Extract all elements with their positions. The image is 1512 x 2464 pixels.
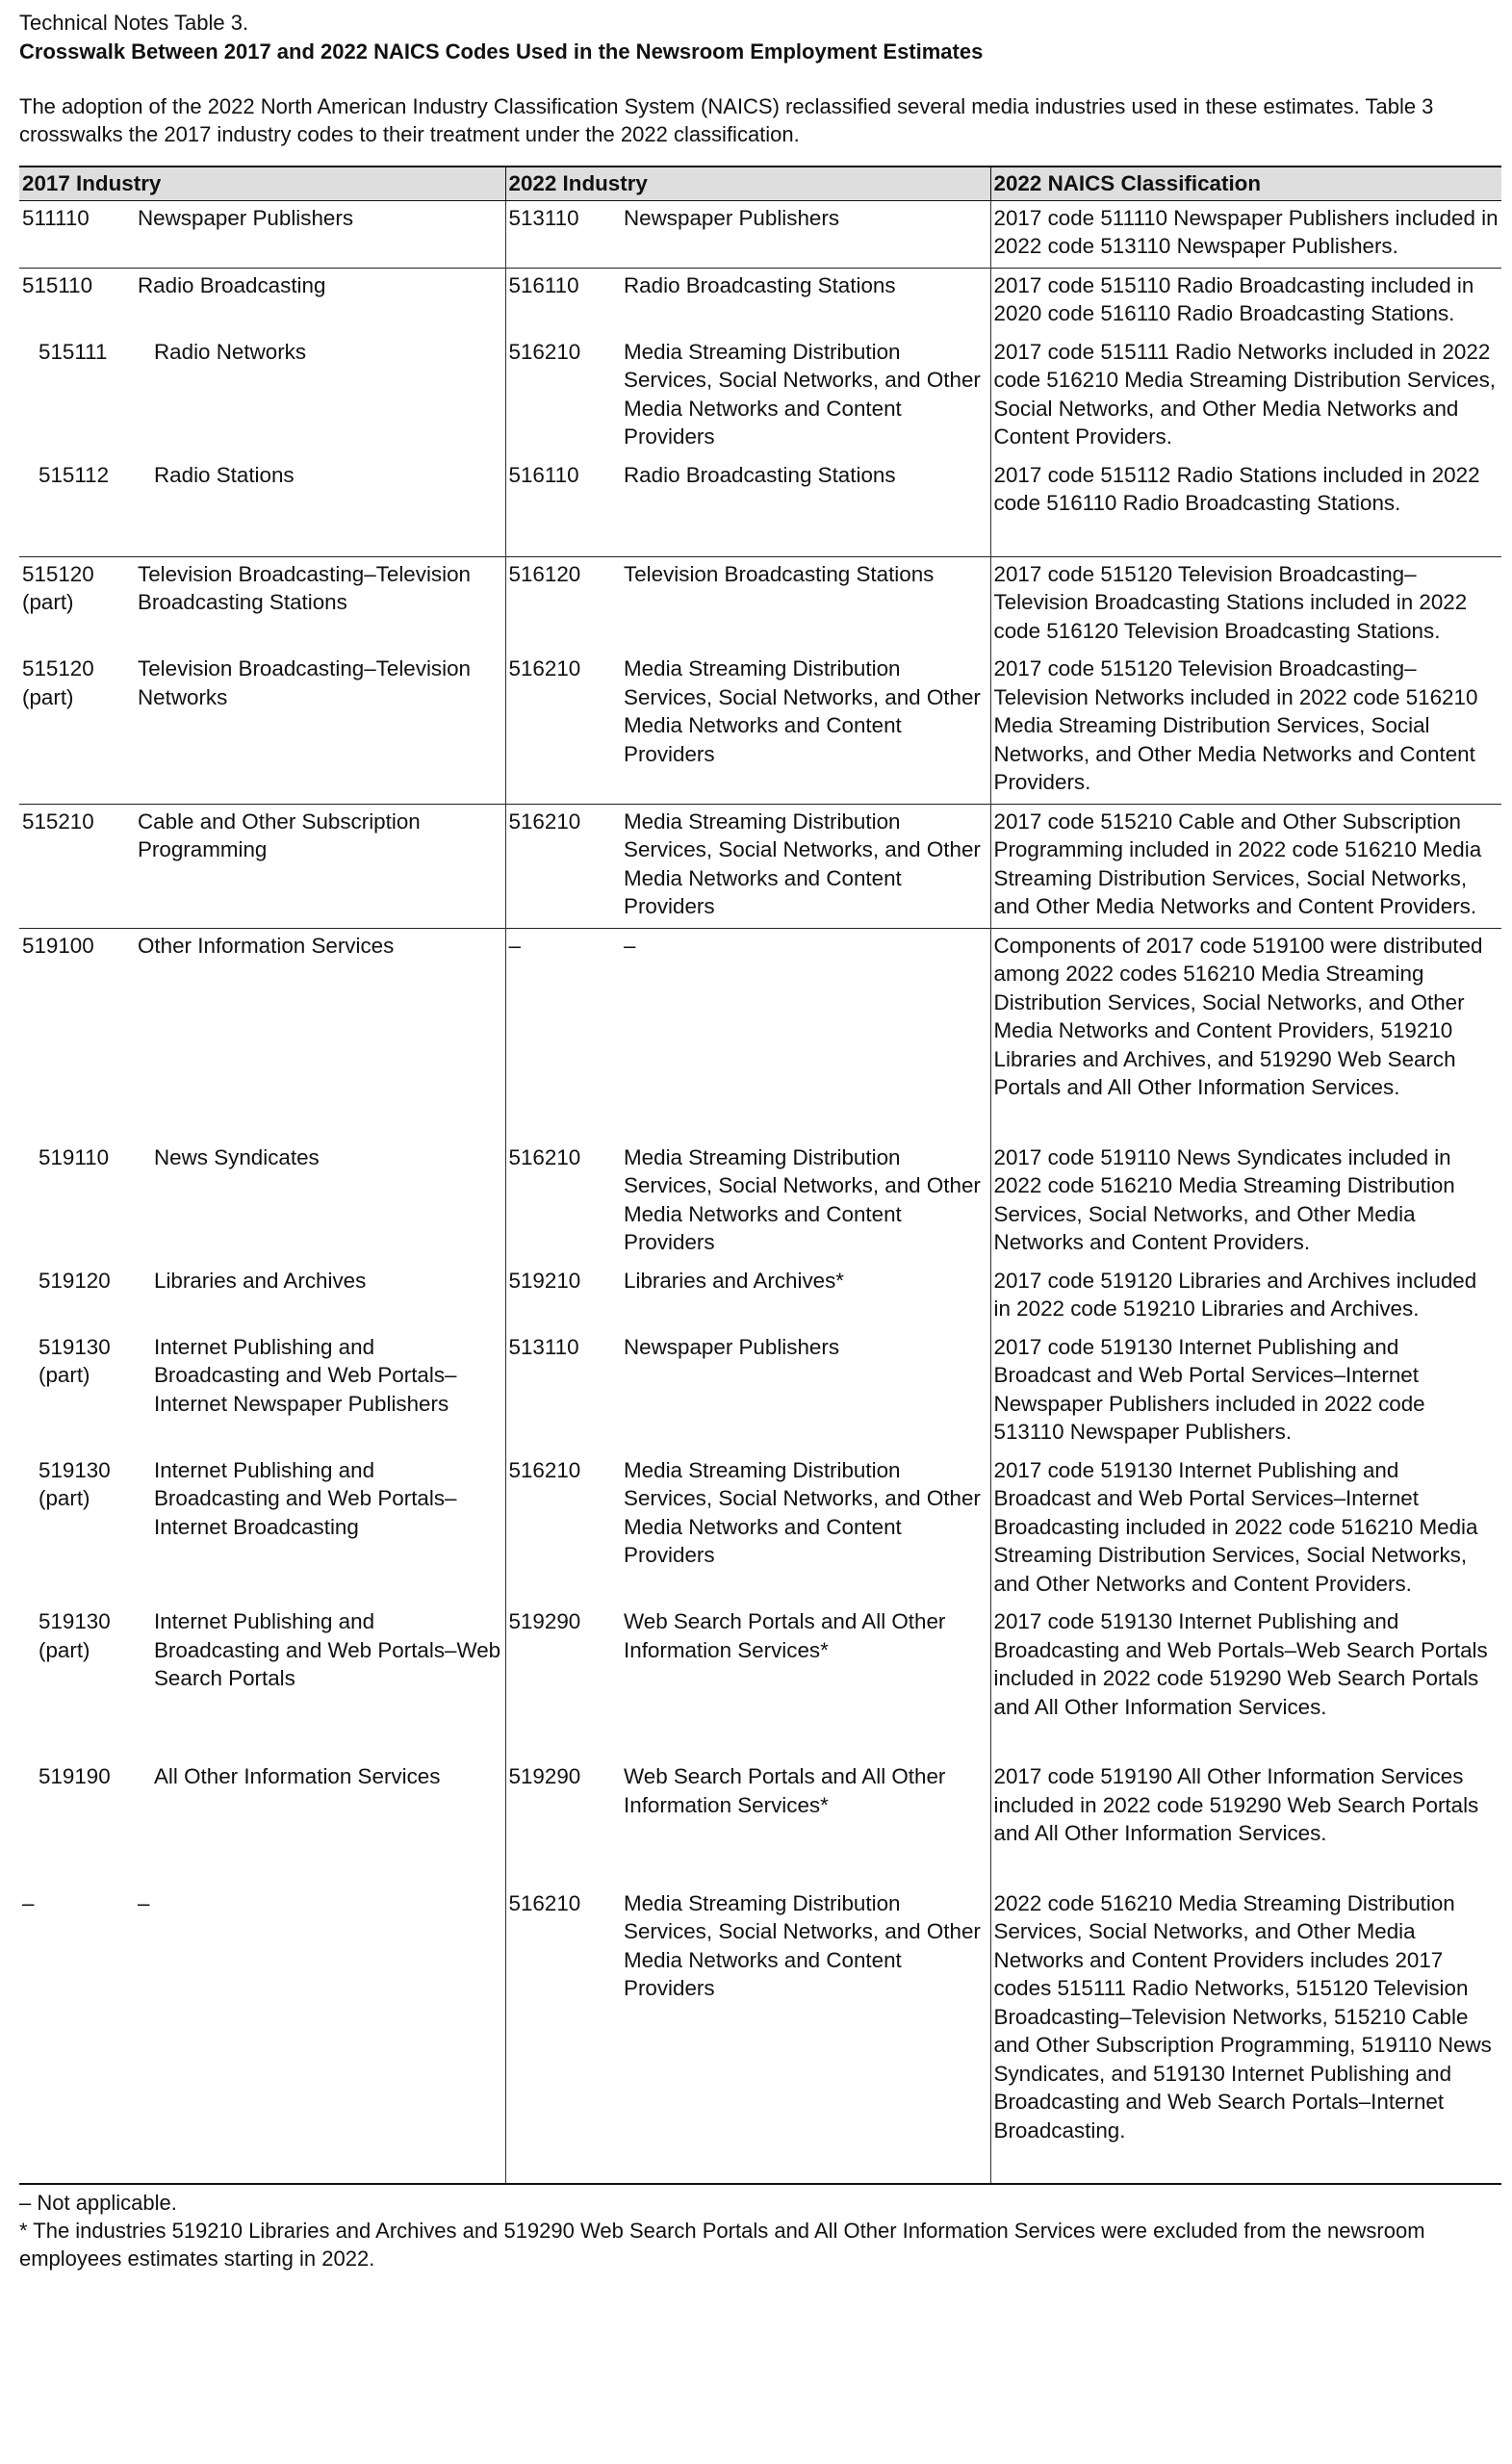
- industry-2022-cell: Media Streaming Distribution Services, Social Networks, and Other Media Networks and Content Providers: [621, 804, 990, 928]
- code-2017-cell: 519130 (part): [38, 1334, 111, 1387]
- industry-2017-cell: Cable and Other Subscription Programming: [135, 804, 505, 928]
- code-2022-cell: 516210: [505, 1886, 621, 2185]
- industry-2017-cell: All Other Information Services: [154, 1764, 441, 1788]
- code-2017-cell: 515112: [38, 462, 110, 487]
- industry-2022-cell: Newspaper Publishers: [624, 1334, 840, 1359]
- industry-2017-cell: News Syndicates: [154, 1144, 320, 1169]
- header-2022-industry: 2022 Industry: [505, 167, 990, 200]
- industry-2022-cell: Media Streaming Distribution Services, Social Networks, and Other Media Networks and Content Providers: [624, 656, 981, 766]
- classification-cell: 2017 code 515110 Radio Broadcasting included in 2020 code 516110 Radio Broadcasting Stations.: [990, 268, 1501, 335]
- intro-paragraph: The adoption of the 2022 North American Industry Classification System (NAICS) reclassified several media industries used in these estimates. Table 3 crosswalks the 2017 industry codes to their treatment under the 2022 classification.: [19, 94, 1434, 146]
- classification-cell: Components of 2017 code 519100 were distributed among 2022 codes 516210 Media Streaming Distribution Services, Social Networks, and Other Media Networks and Content Providers, 519210 Libraries and Archives, and 519290 Web Search Portals and All Other Information Services.: [990, 928, 1501, 1141]
- industry-2022-cell: –: [621, 928, 990, 1141]
- table-row: [19, 652, 1501, 804]
- industry-2017-cell: Libraries and Archives: [154, 1268, 367, 1293]
- industry-2022-cell: Media Streaming Distribution Services, Social Networks, and Other Media Networks and Content Providers: [621, 1886, 990, 2185]
- code-2017-cell: –: [19, 1886, 135, 2185]
- note-excluded-industries: * The industries 519210 Libraries and Archives and 519290 Web Search Portals and All Other Information Services were excluded from the newsroom employees estimates starting in 2022.: [19, 2219, 1425, 2271]
- classification-cell: 2017 code 519130 Internet Publishing and Broadcast and Web Portal Services–Internet Newspaper Publishers included in 2022 code 513110 Newspaper Publishers.: [990, 1330, 1501, 1453]
- industry-2022-cell: Radio Broadcasting Stations: [621, 268, 990, 335]
- code-2017-cell: 519120: [38, 1268, 111, 1293]
- code-2017-cell: 515111: [38, 339, 108, 364]
- table-header-row: [19, 167, 1501, 200]
- table-row: [19, 1330, 1501, 1453]
- header-2022-classification: 2022 NAICS Classification: [990, 167, 1501, 200]
- classification-cell: 2017 code 519130 Internet Publishing and Broadcast and Web Portal Services–Internet Broadcasting included in 2022 code 516210 Media Streaming Distribution Services, Social Networks, and Other Networks and Content Providers.: [990, 1453, 1501, 1605]
- table-row: [19, 804, 1501, 928]
- industry-2017-cell: Internet Publishing and Broadcasting and Web Portals–Web Search Portals: [154, 1609, 501, 1690]
- classification-cell: 2017 code 519110 News Syndicates included in 2022 code 516210 Media Streaming Distribution Services, Social Networks, and Other Media Networks and Content Providers.: [990, 1141, 1501, 1264]
- classification-cell: 2022 code 516210 Media Streaming Distribution Services, Social Networks, and Other Media Networks and Content Providers includes 2017 codes 515111 Radio Networks, 515120 Television Broadcasting–Television Networks, 515210 Cable and Other Subscription Programming, 519110 News Syndicates, and 519130 Internet Publishing and Broadcasting and Web Search Portals–Internet Broadcasting.: [990, 1886, 1501, 2185]
- industry-2017-cell: Internet Publishing and Broadcasting and Web Portals–Internet Broadcasting: [154, 1457, 457, 1539]
- classification-cell: 2017 code 515120 Television Broadcasting–Television Networks included in 2022 code 516210 Media Streaming Distribution Services, Social Networks, and Other Media Networks and Content Providers.: [990, 652, 1501, 804]
- code-2022-cell: –: [505, 928, 621, 1141]
- classification-cell: 2017 code 515210 Cable and Other Subscription Programming included in 2022 code 516210 Media Streaming Distribution Services, Social Networks, and Other Media Networks and Content Providers.: [990, 804, 1501, 928]
- code-2022-cell: 516120: [505, 556, 621, 652]
- industry-2017-cell: Radio Broadcasting: [135, 268, 505, 335]
- code-2022-cell: 516110: [505, 268, 621, 335]
- code-2017-cell: 519130 (part): [38, 1457, 111, 1510]
- code-2022-cell: 519210: [505, 1264, 621, 1330]
- classification-cell: 2017 code 515111 Radio Networks included in 2022 code 516210 Media Streaming Distribution Services, Social Networks, and Other Media Networks and Content Providers.: [990, 335, 1501, 458]
- code-2017-cell: 515110: [19, 268, 135, 335]
- industry-2017-cell: Radio Networks: [154, 339, 307, 364]
- table-notes: [19, 2189, 1501, 2272]
- industry-2017-cell: Television Broadcasting–Television Networks: [138, 656, 472, 709]
- code-2022-cell: 513110: [505, 200, 621, 268]
- industry-2017-cell: Television Broadcasting–Television Broadcasting Stations: [135, 556, 505, 652]
- table-row: [19, 1604, 1501, 1759]
- table-caption: Technical Notes Table 3.: [19, 11, 249, 35]
- industry-2022-cell: Libraries and Archives*: [624, 1268, 845, 1293]
- code-2017-cell: 519130 (part): [38, 1609, 111, 1662]
- code-2017-cell: 511110: [19, 200, 135, 268]
- industry-2017-cell: Radio Stations: [154, 462, 295, 487]
- note-not-applicable: – Not applicable.: [19, 2191, 177, 2215]
- code-2022-cell: 516210: [505, 1141, 621, 1264]
- industry-2022-cell: Media Streaming Distribution Services, Social Networks, and Other Media Networks and Content Providers: [624, 1457, 981, 1567]
- code-2022-cell: 519290: [505, 1604, 621, 1759]
- code-2022-cell: 516210: [505, 652, 621, 804]
- industry-2017-cell: –: [135, 1886, 505, 2185]
- code-2022-cell: 516210: [505, 1453, 621, 1605]
- table-row: [19, 1759, 1501, 1886]
- code-2017-cell: 519190: [38, 1764, 111, 1788]
- code-2017-cell: 515210: [19, 804, 135, 928]
- classification-cell: 2017 code 515112 Radio Stations included in 2022 code 516110 Radio Broadcasting Stations.: [990, 458, 1501, 557]
- table-row: [19, 268, 1501, 335]
- industry-2017-cell: Other Information Services: [135, 928, 505, 1141]
- code-2022-cell: 513110: [505, 1330, 621, 1453]
- industry-2022-cell: Media Streaming Distribution Services, Social Networks, and Other Media Networks and Content Providers: [624, 339, 981, 449]
- table-row: [19, 458, 1501, 557]
- table-row: [19, 1264, 1501, 1330]
- table-row: [19, 1453, 1501, 1605]
- classification-cell: 2017 code 519130 Internet Publishing and Broadcasting and Web Portals–Web Search Portals included in 2022 code 519290 Web Search Portals and All Other Information Services.: [990, 1604, 1501, 1759]
- classification-cell: 2017 code 519190 All Other Information Services included in 2022 code 519290 Web Search Portals and All Other Information Services.: [990, 1759, 1501, 1886]
- industry-2017-cell: Internet Publishing and Broadcasting and Web Portals–Internet Newspaper Publishers: [154, 1334, 457, 1416]
- code-2017-cell: 519110: [38, 1144, 110, 1169]
- classification-cell: 2017 code 515120 Television Broadcasting–Television Broadcasting Stations included in 2022 code 516120 Television Broadcasting Stations.: [990, 556, 1501, 652]
- classification-cell: 2017 code 519120 Libraries and Archives included in 2022 code 519210 Libraries and Archives.: [990, 1264, 1501, 1330]
- table-row: [19, 928, 1501, 1141]
- table-row: [19, 556, 1501, 652]
- industry-2022-cell: Media Streaming Distribution Services, Social Networks, and Other Media Networks and Content Providers: [624, 1144, 981, 1254]
- industry-2022-cell: Web Search Portals and All Other Information Services*: [624, 1609, 946, 1662]
- header-2017-industry: 2017 Industry: [19, 167, 505, 200]
- table-title: Crosswalk Between 2017 and 2022 NAICS Codes Used in the Newsroom Employment Estimates: [19, 39, 984, 64]
- code-2022-cell: 516110: [505, 458, 621, 557]
- industry-2022-cell: Web Search Portals and All Other Information Services*: [624, 1764, 946, 1817]
- industry-2017-cell: Newspaper Publishers: [135, 200, 505, 268]
- crosswalk-table: [19, 166, 1501, 2185]
- industry-2022-cell: Television Broadcasting Stations: [621, 556, 990, 652]
- industry-2022-cell: Newspaper Publishers: [621, 200, 990, 268]
- code-2017-cell: 515120 (part): [22, 656, 94, 709]
- code-2022-cell: 519290: [505, 1759, 621, 1886]
- document-page: [19, 10, 1501, 2272]
- table-row: [19, 200, 1501, 268]
- code-2017-cell: 515120 (part): [19, 556, 135, 652]
- industry-2022-cell: Radio Broadcasting Stations: [624, 462, 896, 487]
- table-row: [19, 1886, 1501, 2185]
- classification-cell: 2017 code 511110 Newspaper Publishers included in 2022 code 513110 Newspaper Publishers.: [990, 200, 1501, 268]
- table-row: [19, 335, 1501, 458]
- code-2017-cell: 519100: [19, 928, 135, 1141]
- table-row: [19, 1141, 1501, 1264]
- code-2022-cell: 516210: [505, 804, 621, 928]
- code-2022-cell: 516210: [505, 335, 621, 458]
